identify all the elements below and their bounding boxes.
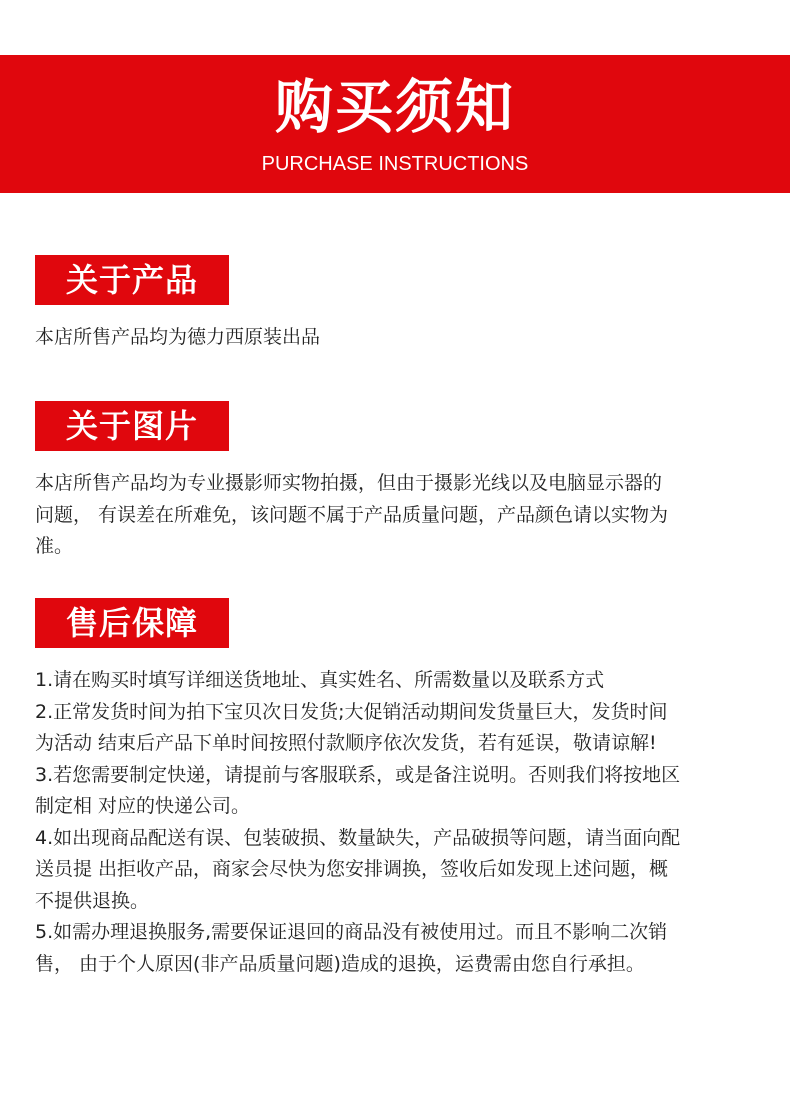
text-line: 本店所售产品均为专业摄影师实物拍摄，但由于摄影光线以及电脑显示器的 (35, 472, 663, 494)
text-line: 1.请在购买时填写详细送货地址、真实姓名、所需数量以及联系方式 (35, 669, 605, 691)
section-text-product (35, 322, 757, 354)
page-title: 购买须知 (274, 73, 515, 141)
text-line: 4.如出现商品配送有误、包装破损、数量缺失，产品破损等问题，请当面向配 (35, 826, 681, 849)
section-text-after-sales (35, 665, 757, 980)
text-line: 准。 (35, 535, 74, 557)
text-line: 制定相 对应的快递公司。 (35, 795, 251, 817)
section-label-pictures: 关于图片 (35, 401, 229, 451)
text-line: 3.若您需要制定快递，请提前与客服联系，或是备注说明。否则我们将按地区 (35, 763, 681, 786)
text-line: 送员提 出拒收产品，商家会尽快为您安排调换，签收后如发现上述问题，概 (35, 858, 669, 880)
text-line: 问题， 有误差在所难免，该问题不属于产品质量问题，产品颜色请以实物为 (35, 503, 669, 526)
section-label-product: 关于产品 (35, 255, 229, 305)
section-text-pictures (35, 468, 757, 563)
text-line: 为活动 结束后产品下单时间按照付款顺序依次发货，若有延误，敬请谅解! (35, 732, 657, 754)
text-line: 5.如需办理退换服务,需要保证退回的商品没有被使用过。而且不影响二次销 (35, 921, 668, 943)
text-line: 不提供退换。 (35, 889, 150, 912)
text-line: 2.正常发货时间为拍下宝贝次日发货;大促销活动期间发货量巨大，发货时间 (35, 700, 668, 723)
section-label-after-sales: 售后保障 (35, 598, 229, 648)
page-subtitle: PURCHASE INSTRUCTIONS (261, 153, 529, 175)
text-line: 本店所售产品均为德力西原装出品 (35, 326, 321, 348)
text-line: 售， 由于个人原因(非产品质量问题)造成的退换，运费需由您自行承担。 (35, 952, 645, 975)
